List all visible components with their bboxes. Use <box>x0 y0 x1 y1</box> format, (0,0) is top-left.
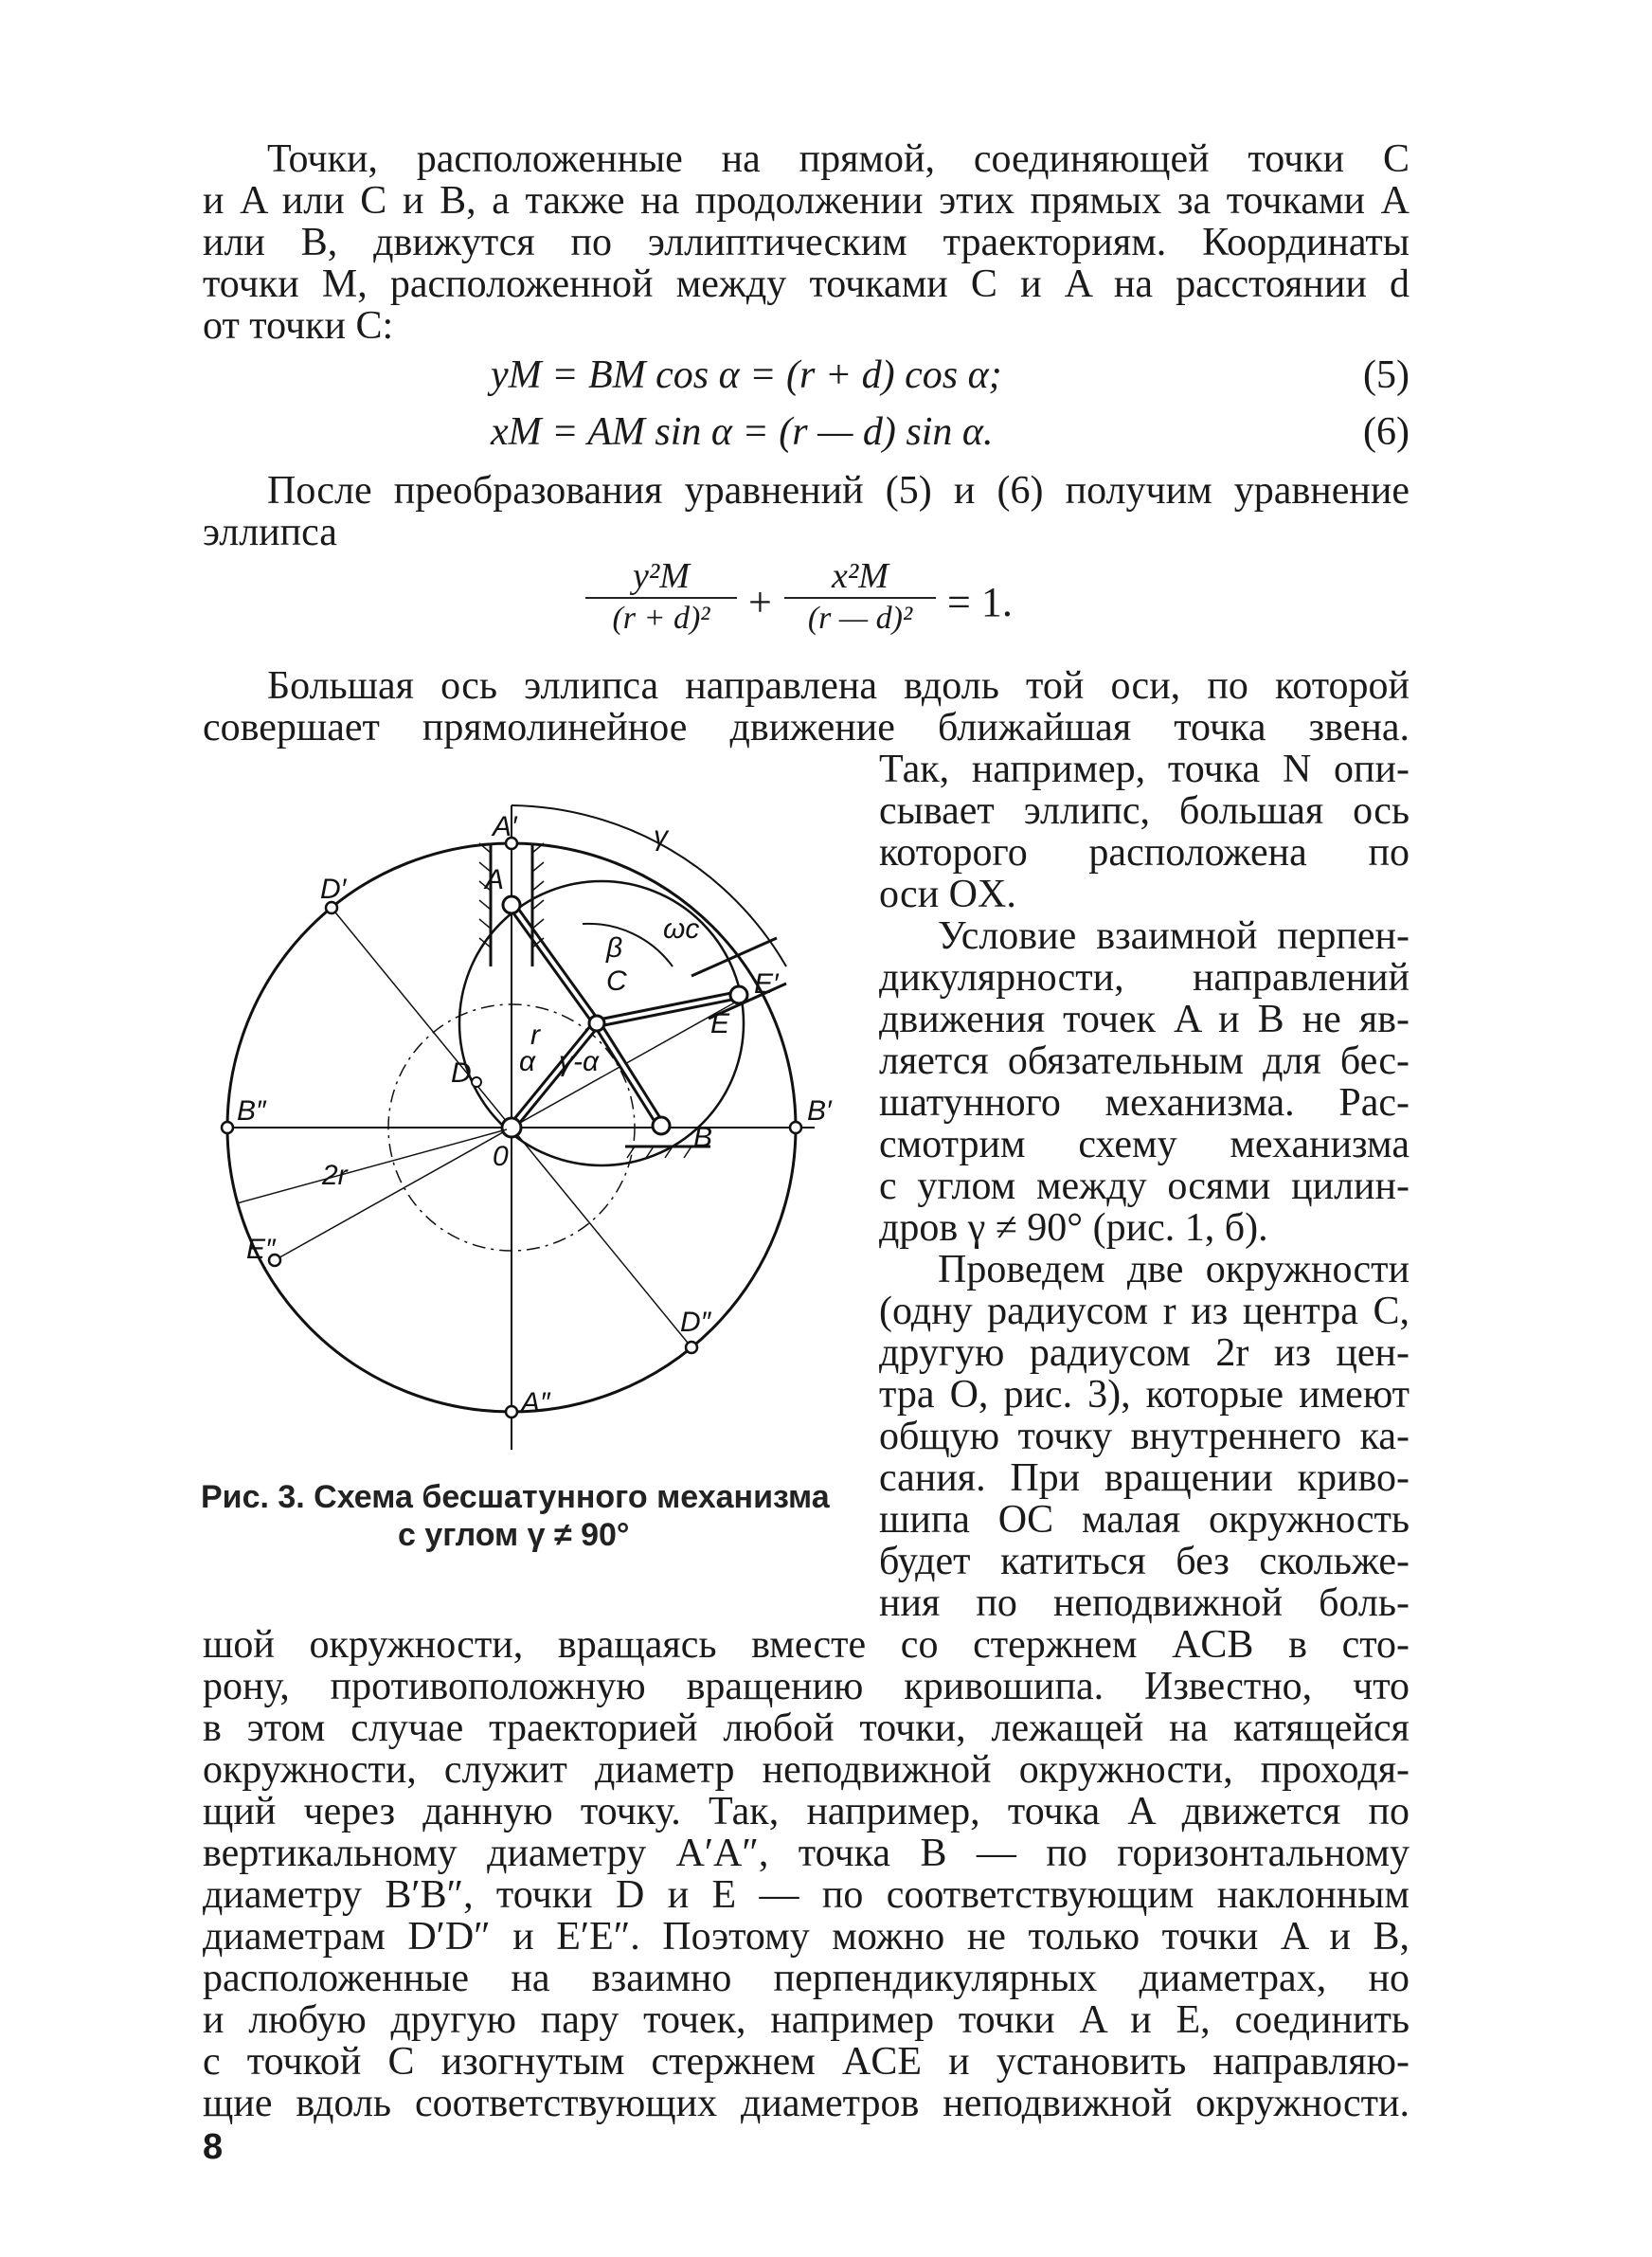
text-line: расположенные на взаимно перпендикулярных диаметрах, но <box>203 1957 1410 2000</box>
equation-5-number: (5) <box>1363 353 1410 397</box>
equals-one: = 1. <box>947 579 1013 625</box>
fraction-1: y²M (r + d)² <box>585 555 737 639</box>
label-e-double: E″ <box>246 1234 276 1265</box>
label-b: B <box>693 1122 713 1153</box>
equation-6: xM = AM sin α = (r — d) sin α. <box>491 410 994 454</box>
label-d-double: D″ <box>680 1307 711 1338</box>
text-line: дров γ ≠ 90° (рис. 1, б). <box>879 1206 1268 1250</box>
text-line: и A или C и B, а также на продолжении этих прямых за точками A <box>203 179 1410 223</box>
pin-e <box>730 986 747 1003</box>
text-line: оси OX. <box>879 873 1016 916</box>
text-line: Так, например, точка N опи- <box>879 748 1410 791</box>
text-line: шатунного механизма. Рас- <box>879 1081 1410 1125</box>
text-line: шой окружности, вращаясь вместе со стержнем ACB в сто- <box>203 1623 1410 1667</box>
mechanism-figure <box>208 786 890 1450</box>
text-line: общую точку внутреннего ка- <box>879 1415 1410 1458</box>
label-2r: 2r <box>322 1160 348 1191</box>
label-e: E <box>710 1008 730 1039</box>
text-line: точки M, расположенной между точками C и A на расстоянии d <box>203 262 1410 306</box>
pin-b <box>653 1117 670 1134</box>
text-line: другую радиусом 2r из цен- <box>879 1331 1410 1375</box>
text-line: и любую другую пару точек, например точки A и E, соединить <box>203 1998 1410 2042</box>
label-a: A <box>485 864 505 895</box>
label-o: 0 <box>493 1141 509 1172</box>
label-b-prime: B′ <box>807 1095 832 1127</box>
text-line: диаметру B′B″, точки D и E — по соответствующим наклонным <box>203 1873 1410 1917</box>
text-line: (одну радиусом r из центра C, <box>879 1290 1410 1333</box>
label-omega: ωc <box>663 913 700 945</box>
label-beta: β <box>606 932 623 964</box>
text-line: шипа OC малая окружность <box>879 1498 1410 1542</box>
label-b-double: B″ <box>237 1095 266 1127</box>
omega-arc <box>583 924 673 966</box>
pin-c <box>589 1016 604 1031</box>
pin-o <box>502 1118 521 1137</box>
equation-5: yM = BM cos α = (r + d) cos α; <box>491 353 1002 397</box>
text-line: ляется обязательным для бес- <box>879 1039 1410 1083</box>
dimension-2r <box>237 1129 507 1203</box>
label-gamma: γ <box>654 821 668 852</box>
label-a-prime: A′ <box>493 811 517 842</box>
pin-a <box>503 896 520 913</box>
text-line: смотрим схему механизма <box>879 1123 1410 1166</box>
text-line: Точки, расположенные на прямой, соединяющей точки C <box>267 137 1410 181</box>
text-line: вертикальному диаметру A′A″, точка B — по горизонтальному <box>203 1832 1410 1875</box>
label-d: D <box>451 1057 472 1089</box>
text-line: или B, движутся по эллиптическим траекториям. Координаты <box>203 221 1410 264</box>
text-line: Условие взаимной перпен- <box>938 914 1410 958</box>
text-line: от точки C: <box>203 304 394 348</box>
page-number: 8 <box>203 2127 224 2167</box>
label-r: r <box>530 1020 540 1051</box>
text-line: движения точек A и B не яв- <box>879 998 1410 1041</box>
figure-caption-line1: Рис. 3. Схема бесшатунного механизма <box>201 1479 830 1515</box>
text-line: тра O, рис. 3), которые имеют <box>879 1373 1410 1417</box>
text-line: с углом между осями цилин- <box>879 1165 1410 1208</box>
label-c: C <box>606 966 627 997</box>
text-line: сания. При вращении криво- <box>879 1456 1410 1500</box>
text-line: После преобразования уравнений (5) и (6) получим уравнение <box>267 469 1410 513</box>
label-e-prime: E′ <box>754 968 779 1000</box>
text-line: эллипса <box>203 511 337 554</box>
text-line: в этом случае траекторией любой точки, лежащей на катящейся <box>203 1706 1410 1750</box>
text-line: щие вдоль соответствующих диаметров неподвижной окружности. <box>203 2082 1410 2125</box>
fraction-2: x²M (r — d)² <box>784 555 936 639</box>
text-line: рону, противоположную вращению кривошипа. Известно, что <box>203 1665 1410 1708</box>
text-line: окружности, служит диаметр неподвижной окружности, проходя- <box>203 1748 1410 1792</box>
label-d-prime: D′ <box>320 874 347 905</box>
label-gamma-minus-alpha: γ-α <box>559 1046 600 1077</box>
text-line: с точкой C изогнутым стержнем ACE и установить направляю- <box>203 2040 1410 2084</box>
text-line: будет катиться без скольже- <box>879 1540 1410 1583</box>
plus-sign: + <box>748 579 772 625</box>
text-line: сывает эллипс, большая ось <box>879 789 1410 833</box>
equation-6-number: (6) <box>1363 410 1410 454</box>
text-line: щий через данную точку. Так, например, точка A движется по <box>203 1790 1410 1833</box>
text-line: дикулярности, направлений <box>879 956 1410 1000</box>
text-line: ния по неподвижной боль- <box>879 1581 1410 1625</box>
text-line: которого расположена по <box>879 831 1410 875</box>
text-line: диаметрам D′D″ и E′E″. Поэтому можно не только точки A и B, <box>203 1915 1410 1959</box>
label-alpha: α <box>519 1046 536 1077</box>
text-line: Большая ось эллипса направлена вдоль той оси, по которой <box>267 664 1410 708</box>
text-line: совершает прямолинейное движение ближайшая точка звена. <box>203 706 1410 749</box>
figure-caption-line2: с углом γ ≠ 90° <box>398 1517 630 1553</box>
label-a-double: A″ <box>521 1387 550 1418</box>
text-line: Проведем две окружности <box>938 1248 1410 1291</box>
